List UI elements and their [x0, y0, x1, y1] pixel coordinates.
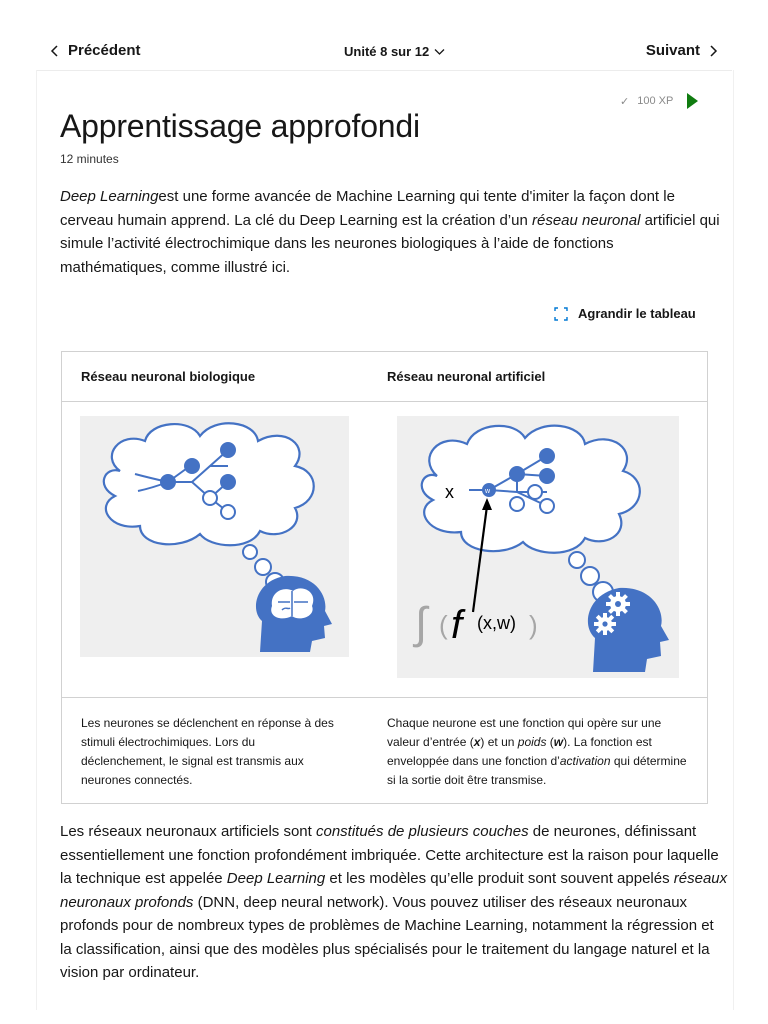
xp-badge [620, 93, 698, 109]
thought-cloud [422, 426, 640, 602]
page-title: Apprentissage approfondi [60, 108, 420, 144]
column-header-artificial: Réseau neuronal artificiel [387, 369, 546, 384]
biological-neuron-illustration [80, 416, 349, 657]
svg-text:(: ( [439, 610, 448, 640]
module-navigation-bar [36, 30, 732, 71]
xp-label: 100 XP [637, 95, 674, 107]
biological-caption: Les neurones se déclenchent en réponse à des stimuli électrochimiques. Lors du déclenchement, le signal est transmis aux neurones connectés. [81, 716, 334, 787]
artificial-caption: Chaque neurone est une fonction qui opère sur une valeur d’entrée (x) et un poids (w). La fonction est enveloppée dans une fonction d’activation qui détermine si la sortie doit être transmise. [387, 716, 687, 787]
unit-selector-dropdown[interactable] [344, 44, 445, 59]
function-f-icon: f [451, 603, 463, 647]
head-with-gears-icon [588, 588, 669, 672]
body-paragraph: Les réseaux neuronaux artificiels sont constitués de plusieurs couches de neurones, définissant essentiellement une fonction profondément imbriquée. Cette architecture est la raison pour laquelle la technique est appelée Deep Learning et les modèles qu’elle produit sont souvent appelés réseaux neuronaux profonds (DNN, deep neural network). Vous pouvez utiliser des réseaux neuronaux profonds pour de nombreux types de problèmes de Machine Learning, notamment la régression et la classification, ainsi que des modèles plus spécialisés pour le traitement du langage naturel et la vision par ordinateur. [60, 823, 728, 981]
diagram-x-label: x [445, 482, 454, 502]
expand-table-button[interactable] [554, 306, 696, 321]
head-with-brain-icon [256, 576, 332, 652]
artificial-neuron-illustration [397, 416, 679, 678]
duration-label: 12 minutes [60, 152, 119, 166]
expand-label: Agrandir le tableau [578, 306, 696, 321]
previous-unit-link[interactable] [50, 42, 141, 59]
comparison-table [61, 351, 708, 804]
next-unit-link[interactable] [646, 42, 718, 59]
chevron-right-icon [708, 45, 718, 57]
table-image-row [62, 401, 707, 698]
play-icon[interactable] [687, 93, 698, 109]
intro-paragraph: Deep Learningest une forme avancée de Machine Learning qui tente d'imiter la façon dont le cerveau humain apprend. La clé du Deep Learning est la création d’un réseau neuronal artificiel qui simule l’activité électrochimique dans les neurones biologiques à l’aide de fonctions mathématiques, comme illustré ici. [60, 188, 720, 276]
diagram-w-label: w [485, 488, 491, 495]
previous-label: Précédent [68, 42, 141, 59]
chevron-down-icon [434, 48, 445, 56]
diagram-function-label: (x,w) [477, 613, 516, 633]
checkmark-icon: ✓ [620, 95, 630, 108]
thought-cloud [104, 423, 314, 591]
column-header-biological: Réseau neuronal biologique [81, 369, 256, 384]
next-label: Suivant [645, 42, 700, 59]
svg-text:): ) [529, 610, 538, 640]
intro-term: Deep Learning [60, 188, 159, 205]
table-header-row [62, 352, 707, 402]
unit-progress-label: Unité 8 sur 12 [344, 44, 430, 59]
chevron-left-icon [50, 45, 60, 57]
expand-icon [554, 307, 568, 321]
integral-icon: ∫ [415, 599, 428, 648]
